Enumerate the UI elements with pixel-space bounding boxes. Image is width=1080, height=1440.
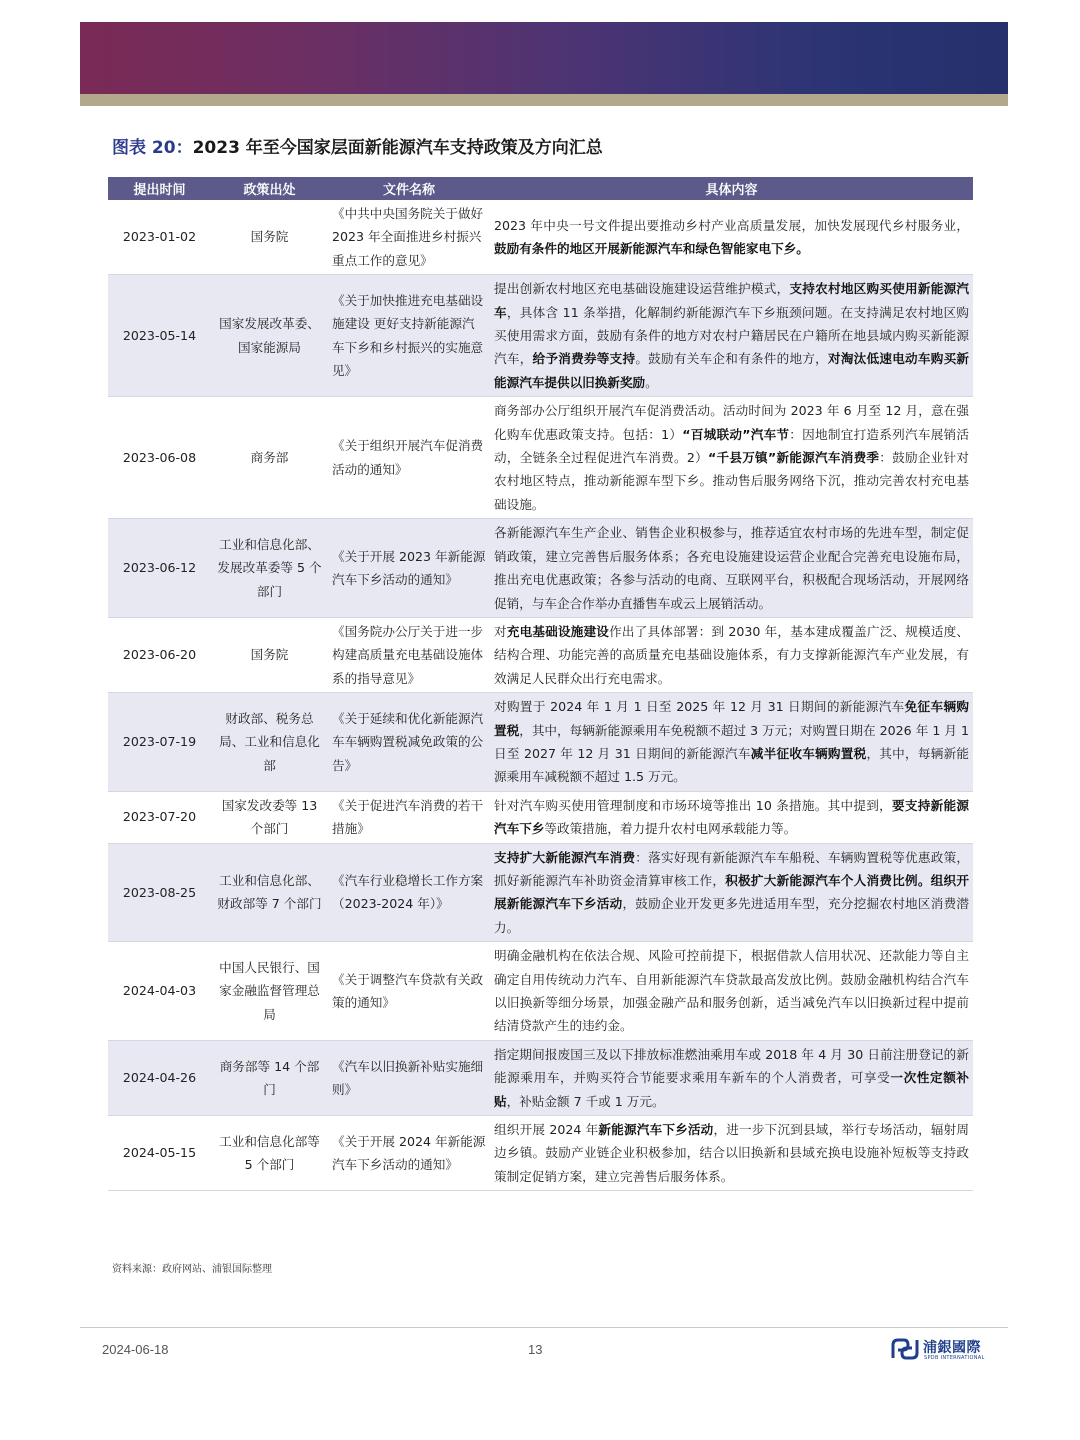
header-doc: 文件名称 [328, 177, 490, 200]
content-emphasis: 积极扩大新能源汽车个人消费比例。组织开展新能源汽车下乡活动 [494, 872, 970, 912]
cell-source: 工业和信息化部、财政部等 7 个部门 [211, 843, 328, 942]
spdb-logo-icon [890, 1336, 920, 1362]
content-text: ：因地制宜打造系列汽车展销活动，全链条全过程促进汽车消费。2） [494, 426, 969, 466]
cell-doc: 《国务院办公厅关于进一步构建高质量充电基础设施体系的指导意见》 [328, 617, 490, 692]
content-text: 组织开展 2024 年 [494, 1122, 599, 1138]
cell-doc: 《关于加快推进充电基础设施建设 更好支持新能源汽车下乡和乡村振兴的实施意见》 [328, 275, 490, 397]
cell-doc: 《关于促进汽车消费的若干措施》 [328, 791, 490, 843]
cell-doc: 《汽车以旧换新补贴实施细则》 [328, 1040, 490, 1115]
cell-date: 2023-07-20 [108, 791, 211, 843]
figure-title [112, 133, 982, 158]
content-emphasis: 充电基础设施建设 [506, 623, 610, 639]
brand-name-cn: 浦銀國際 [923, 1340, 981, 1356]
content-emphasis: 免征车辆购置税 [494, 699, 970, 738]
table-row [108, 1040, 973, 1115]
cell-doc: 《关于组织开展汽车促消费活动的通知》 [328, 397, 490, 519]
cell-doc: 《关于开展 2024 年新能源汽车下乡活动的通知》 [328, 1116, 490, 1191]
cell-date: 2024-04-03 [108, 942, 211, 1041]
cell-doc: 《关于调整汽车贷款有关政策的通知》 [328, 942, 490, 1041]
content-text: 等政策措施，着力提升农村电网承载能力等。 [544, 821, 797, 837]
cell-source: 国家发展改革委、国家能源局 [211, 275, 328, 397]
content-text: ，其中，每辆新能源乘用车免税额不超过 3 万元；对购置日期在 2026 年 1 月 1 日至 2027 年 12 月 31 日期间的新能源汽车 [494, 722, 969, 761]
cell-date: 2023-06-12 [108, 519, 211, 618]
table-row [108, 617, 973, 692]
cell-source: 中国人民银行、国家金融监督管理总局 [211, 942, 328, 1041]
content-text: 针对汽车购买使用管理制度和市场环境等推出 10 条措施。其中提到， [494, 797, 893, 813]
cell-date: 2023-06-08 [108, 397, 211, 519]
cell-content [490, 791, 973, 843]
content-emphasis: 要支持新能源汽车下乡 [494, 797, 969, 837]
table-row [108, 1116, 973, 1191]
header-content: 具体内容 [490, 177, 973, 200]
cell-content [490, 275, 973, 397]
cell-source: 工业和信息化部等 5 个部门 [211, 1116, 328, 1191]
cell-content [490, 397, 973, 519]
content-text: ：鼓励企业针对农村地区特点，推动新能源车型下乡。推动售后服务网络下沉，推动完善农村充电基础设施。 [494, 450, 970, 512]
policy-table [108, 177, 973, 1191]
figure-title-text: 2023 年至今国家层面新能源汽车支持政策及方向汇总 [192, 138, 603, 158]
content-text: 商务部办公厅组织开展汽车促消费活动。活动时间为 2023 年 6 月至 12 月，意在强化购车优惠政策支持。包括：1） [494, 403, 969, 442]
table-body [108, 200, 973, 1191]
content-text: 。 [645, 374, 658, 390]
cell-doc: 《关于延续和优化新能源汽车车辆购置税减免政策的公告》 [328, 693, 490, 792]
cell-source: 商务部 [211, 397, 328, 519]
table-row [108, 200, 973, 275]
content-emphasis: 给予消费券等支持 [532, 351, 636, 367]
content-emphasis: 支持扩大新能源汽车消费 [494, 849, 636, 865]
header-banner [80, 22, 1008, 94]
content-text: 明确金融机构在依法合规、风险可控前提下，根据借款人信用状况、还款能力等自主确定自用传统动力汽车、自用新能源汽车贷款最高发放比例。鼓励金融机构结合汽车以旧换新等细分场景，加强金融产品和服务创新，适当减免汽车以旧换新过程中提前结清贷款产生的违约金。 [494, 948, 969, 1034]
content-emphasis: 支持农村地区购买使用新能源汽车 [494, 281, 970, 320]
cell-doc: 《汽车行业稳增长工作方案（2023-2024 年）》 [328, 843, 490, 942]
cell-date: 2024-05-15 [108, 1116, 211, 1191]
content-text: 。鼓励有关车企和有条件的地方， [635, 351, 828, 367]
content-emphasis: 对淘汰低速电动车购买新能源汽车提供以旧换新奖励 [494, 351, 970, 390]
content-text: ，进一步下沉到县域，举行专场活动，辐射周边乡镇。鼓励产业链企业积极参加，结合以旧换新和县域充换电设施补短板等支持政策制定促销方案，建立完善售后服务体系。 [494, 1122, 970, 1184]
cell-date: 2023-06-20 [108, 617, 211, 692]
content-text: 对购置于 2024 年 1 月 1 日至 2025 年 12 月 31 日期间的新能源汽车 [494, 699, 905, 715]
cell-source: 国务院 [211, 200, 328, 275]
content-text: 对 [494, 623, 507, 639]
table-header-row [108, 177, 973, 200]
cell-content [490, 617, 973, 692]
table-row [108, 519, 973, 618]
content-text: 作出了具体部署：到 2030 年，基本建成覆盖广泛、规模适度、结构合理、功能完善的高质量充电基础设施体系，有力支撑新能源汽车产业发展，有效满足人民群众出行充电需求。 [494, 623, 970, 686]
header-source: 政策出处 [211, 177, 328, 200]
cell-content [490, 1116, 973, 1191]
content-text: 提出创新农村地区充电基础设施建设运营维护模式， [494, 281, 790, 297]
brand-name-en: SPDB INTERNATIONAL [924, 1355, 985, 1361]
content-text: ，补贴金额 7 千或 1 万元。 [506, 1093, 665, 1109]
content-text: ，其中，每辆新能源乘用车减税额不超过 1.5 万元。 [494, 745, 970, 785]
content-text: ：落实好现有新能源汽车车船税、车辆购置税等优惠政策，抓好新能源汽车补助资金清算审核工作， [494, 849, 970, 888]
content-emphasis: 减半征收车辆购置税 [750, 745, 867, 761]
cell-date: 2023-08-25 [108, 843, 211, 942]
cell-source: 商务部等 14 个部门 [211, 1040, 328, 1115]
content-text: ，具体含 11 条举措，化解制约新能源汽车下乡瓶颈问题。在支持满足农村地区购买使用需求方面，鼓励有条件的地方对农村户籍居民在户籍所在地县域内购买新能源汽车， [494, 304, 969, 367]
cell-date: 2023-05-14 [108, 275, 211, 397]
brand-logo [890, 1336, 990, 1362]
cell-source: 国家发改委等 13 个部门 [211, 791, 328, 843]
footer-date: 2024-06-18 [102, 1342, 169, 1357]
figure-label: 图表 20： [112, 138, 193, 158]
table-row [108, 275, 973, 397]
content-emphasis: 鼓励有条件的地区开展新能源汽车和绿色智能家电下乡。 [494, 241, 809, 257]
cell-source: 工业和信息化部、发展改革委等 5 个部门 [211, 519, 328, 618]
cell-content [490, 843, 973, 942]
cell-content [490, 200, 973, 275]
cell-content [490, 942, 973, 1041]
content-emphasis: “千县万镇”新能源汽车消费季 [707, 450, 880, 466]
content-text: 2023 年中央一号文件提出要推动乡村产业高质量发展，加快发展现代乡村服务业， [494, 217, 969, 233]
cell-doc: 《中共中央国务院关于做好 2023 年全面推进乡村振兴重点工作的意见》 [328, 200, 490, 275]
table-row [108, 942, 973, 1041]
cell-doc: 《关于开展 2023 年新能源汽车下乡活动的通知》 [328, 519, 490, 618]
cell-source: 国务院 [211, 617, 328, 692]
table-row [108, 693, 973, 792]
footer-divider [80, 1327, 1008, 1328]
cell-content [490, 519, 973, 618]
content-emphasis: 新能源汽车下乡活动 [598, 1122, 714, 1138]
source-note: 资料来源：政府网站、浦银国际整理 [112, 1264, 272, 1275]
content-emphasis: 一次性定额补贴 [494, 1070, 970, 1109]
cell-content [490, 693, 973, 792]
header-banner-underline [80, 94, 1008, 106]
content-text: 指定期间报废国三及以下排放标准燃油乘用车或 2018 年 4 月 30 日前注册登记的新能源乘用车，并购买符合节能要求乘用车新车的个人消费者，可享受 [494, 1046, 969, 1086]
cell-date: 2023-07-19 [108, 693, 211, 792]
page-number: 13 [528, 1342, 543, 1357]
content-text: ，鼓励企业开发更多先进适用车型，充分挖掘农村地区消费潜力。 [494, 896, 970, 935]
cell-date: 2024-04-26 [108, 1040, 211, 1115]
table-row [108, 843, 973, 942]
table-row [108, 791, 973, 843]
header-date: 提出时间 [108, 177, 211, 200]
content-emphasis: “百城联动”汽车节 [682, 426, 790, 442]
cell-content [490, 1040, 973, 1115]
table-row [108, 397, 973, 519]
cell-source: 财政部、税务总局、工业和信息化部 [211, 693, 328, 792]
content-text: 各新能源汽车生产企业、销售企业积极参与，推荐适宜农村市场的先进车型，制定促销政策，建立完善售后服务体系；各充电设施建设运营企业配合完善充电设施布局，推出充电优惠政策；各参与活动的电商、互联网平台，积极配合现场活动，开展网络促销，与车企合作举办直播售车或云上展销活动。 [494, 525, 969, 611]
cell-date: 2023-01-02 [108, 200, 211, 275]
